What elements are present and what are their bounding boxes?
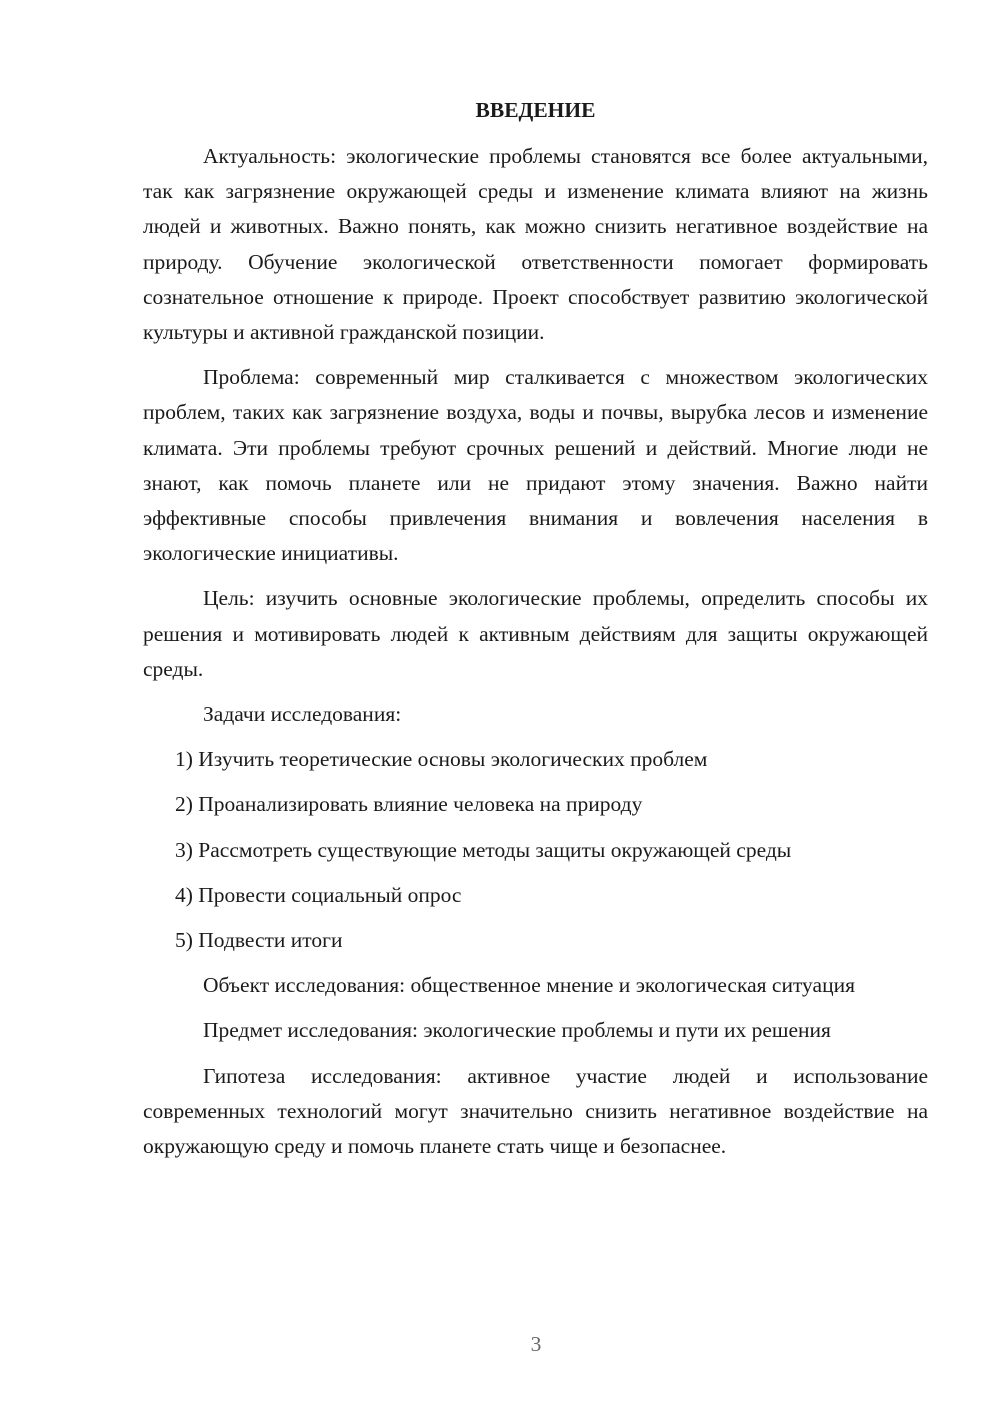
tasks-list — [143, 742, 928, 958]
page-title: ВВЕДЕНИЕ — [475, 98, 596, 122]
relevance-paragraph: Актуальность: экологические проблемы становятся все более актуальными, так как загрязнение окружающей среды и изменение климата влияют на жизнь людей и животных. Важно понять, как можно снизить негативное воздействие на природу. Обучение экологической ответственности помогает формировать сознательное отношение к природе. Проект способствует развитию экологической культуры и активной гражданской позиции. — [143, 144, 928, 345]
tasks-heading: Задачи исследования: — [203, 702, 402, 727]
goal-paragraph: Цель: изучить основные экологические проблемы, определить способы их решения и мотивировать людей к активным действиям для защиты окружающей среды. — [143, 586, 928, 681]
list-item: 3) Рассмотреть существующие методы защиты окружающей среды — [175, 837, 792, 862]
page-number: 3 — [530, 1332, 542, 1356]
list-item: 5) Подвести итоги — [175, 928, 343, 953]
hypothesis-paragraph: Гипотеза исследования: активное участие людей и использование современных технологий могут значительно снизить негативное воздействие на окружающую среду и помочь планете стать чище и безопаснее. — [143, 1063, 928, 1159]
list-item: 2) Проанализировать влияние человека на природу — [175, 792, 643, 817]
subject-paragraph: Предмет исследования: экологические проблемы и пути их решения — [203, 1018, 831, 1043]
list-item: 4) Провести социальный опрос — [175, 882, 462, 907]
problem-paragraph: Проблема: современный мир сталкивается с множеством экологических проблем, таких как загрязнение воздуха, воды и почвы, вырубка лесов и изменение климата. Эти проблемы требуют срочных решений и действий. Многие люди не знают, как помочь планете или не придают этому значения. Важно найти эффективные способы привлечения внимания и вовлечения населения в экологические инициативы. — [143, 365, 928, 566]
document-page — [143, 92, 928, 1174]
list-item: 1) Изучить теоретические основы экологических проблем — [175, 747, 708, 772]
object-paragraph: Объект исследования: общественное мнение и экологическая ситуация — [203, 973, 855, 998]
